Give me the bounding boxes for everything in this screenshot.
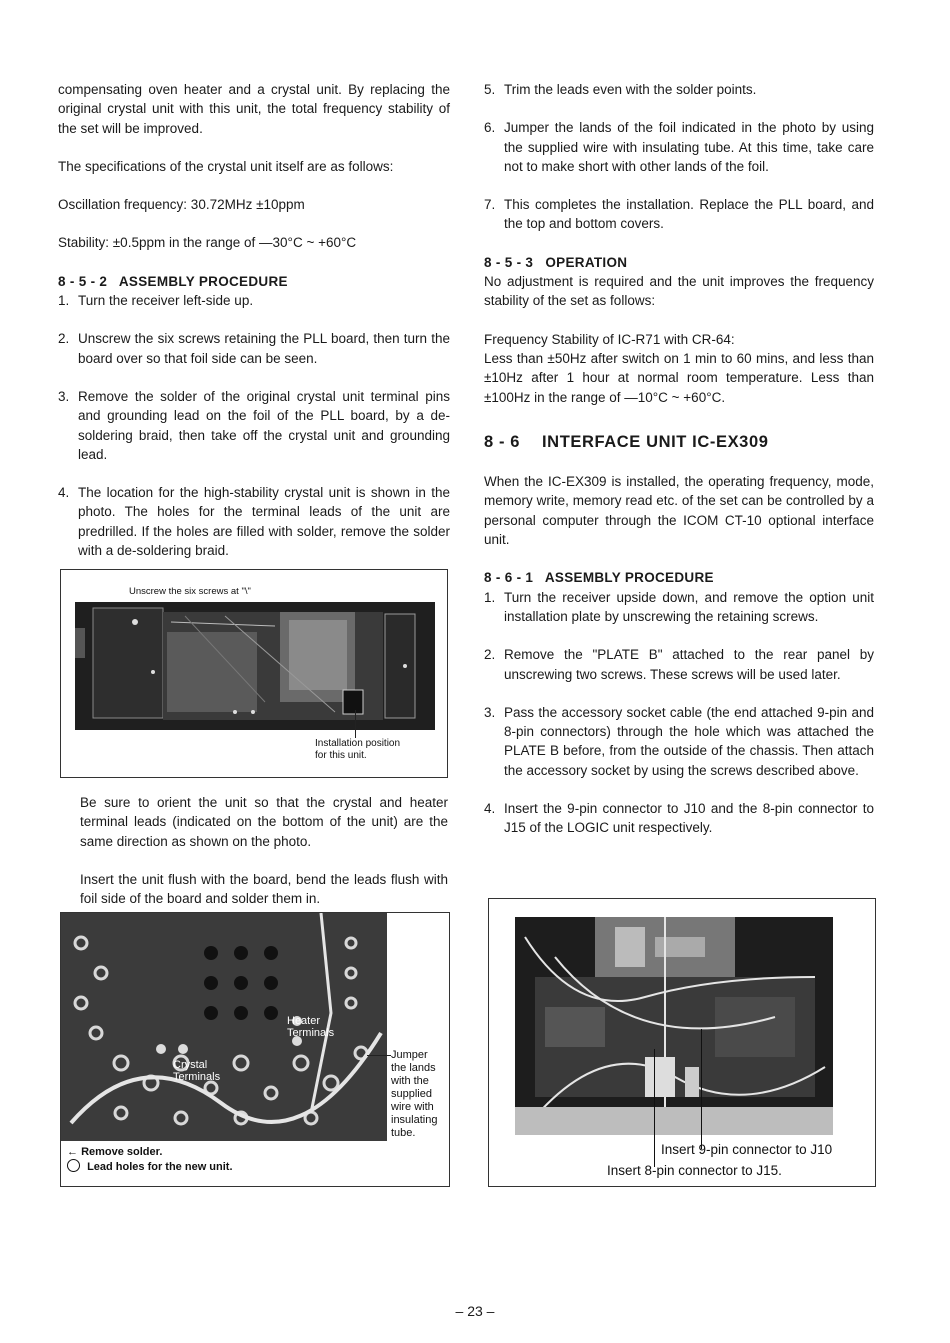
assembly-steps (58, 291, 450, 560)
intro-paragraph: compensating oven heater and a crystal unit. By replacing the original crystal unit with this unit, the total frequency stability of the set will be improved. (58, 82, 450, 136)
frequency-stability-title: Frequency Stability of IC-R71 with CR-64: (484, 331, 735, 347)
operation-text: No adjustment is required and the unit improves the frequency stability of the set as follows: (484, 274, 874, 309)
pll-board-photo (75, 602, 435, 730)
insert-note: Insert the unit flush with the board, bend the leads flush with foil side of the board and solder them in. (80, 872, 448, 907)
crystal-terminals-label-1: Crystal (173, 1059, 208, 1071)
assembly-procedure-heading: 8 - 5 - 2 ASSEMBLY PROCEDURE (58, 273, 288, 289)
legend-remove-solder: ← Remove solder. (67, 1146, 163, 1158)
step-5: 5. Trim the leads even with the solder points. (484, 82, 757, 97)
heater-terminals-label-1: Heater (287, 1015, 321, 1027)
crystal-terminals-label-2: Terminals (173, 1071, 221, 1083)
stability-spec: Stability: ±0.5ppm in the range of —30°C ~ +60°C (58, 235, 357, 251)
jumper-pointer-line (367, 1055, 391, 1056)
orient-note: Be sure to orient the unit so that the crystal and heater terminal leads (indicated on the bottom of the unit) are the same direction as shown on the photo. (80, 795, 448, 849)
spec-intro: The specifications of the crystal unit itself are as follows: (58, 158, 394, 174)
jumper-line-2: the lands (391, 1062, 436, 1074)
step-6: 6. Jumper the lands of the foil indicated in the photo by using the supplied wire with insulating tube. At this time, take care not to make short with other lands of the foil. (484, 120, 874, 174)
photo1-bottom-label-1: Installation position (315, 738, 401, 749)
right-column (484, 80, 874, 838)
step-2: 2. Unscrew the six screws retaining the PLL board, then turn the board over so that foil side can be seen. (58, 331, 450, 366)
caption-j10: Insert 9-pin connector to J10 (661, 1142, 833, 1157)
logic-unit-photo (515, 917, 833, 1135)
ex309-step-1: 1. Turn the receiver upside down, and remove the option unit installation plate by unscrewing the retaining screws. (484, 589, 874, 624)
circle-icon (67, 1159, 80, 1172)
installation-pointer-line (355, 710, 356, 738)
step-4: 4. The location for the high-stability crystal unit is shown in the photo. The holes for the terminal leads of the unit are predrilled. If the holes are filled with solder, remove the solder with a de-soldering braid. (58, 485, 450, 559)
step-3: 3. Remove the solder of the original crystal unit terminal pins and grounding lead on the foil of the PLL board, by a de-soldering braid, then take off the crystal unit and grounding lead. (58, 388, 450, 462)
section-heading (484, 433, 874, 452)
ex309-step-4: 4. Insert the 9-pin connector to J10 and the 8-pin connector to J15 of the LOGIC unit respectively. (484, 801, 874, 836)
foil-side-photo (61, 913, 387, 1141)
section-title: INTERFACE UNIT IC-EX309 (542, 432, 769, 451)
step-1: 1. Turn the receiver left-side up. (58, 293, 254, 309)
section-intro: When the IC-EX309 is installed, the operating frequency, mode, memory write, memory read etc. of the set can be controlled by a personal computer through the ICOM CT-10 optional interface unit. (484, 474, 874, 548)
frequency-stability-text: Less than ±50Hz after switch on 1 min to 60 mins, and less than ±10Hz after 1 hour at normal room temperature. Less than ±100Hz in the range of —10°C ~ +60°C. (484, 350, 874, 405)
page-number: – 23 – (455, 1303, 495, 1319)
caption-j15: Insert 8-pin connector to J15. (607, 1163, 782, 1178)
legend-lead-holes: Lead holes for the new unit. (67, 1159, 233, 1173)
ex309-step-2: 2. Remove the "PLATE B" attached to the rear panel by unscrewing two screws. These screws will be used later. (484, 647, 874, 682)
photo1-top-label: Unscrew the six screws at "\" (129, 586, 251, 597)
jumper-line-6: insulating (391, 1114, 438, 1126)
left-column (58, 80, 450, 560)
jumper-line-7: tube. (391, 1127, 416, 1139)
ex309-step-3: 3. Pass the accessory socket cable (the end attached 9-pin and 8-pin connectors) through the hole which was attached the PLATE B before, from the outside of the chassis. Then attach the accessory socket by using the screws described above. (484, 704, 874, 778)
jumper-line-5: wire with (391, 1101, 434, 1113)
step-7: 7. This completes the installation. Replace the PLL board, and the top and bottom covers. (484, 197, 874, 232)
jumper-line-3: with the (391, 1075, 429, 1087)
foil-side-photo-frame (60, 912, 450, 1187)
logic-unit-photo-frame (488, 898, 876, 1187)
operation-heading: 8 - 5 - 3 OPERATION (484, 254, 628, 270)
j10-pointer-line (654, 1049, 655, 1167)
oscillation-frequency: Oscillation frequency: 30.72MHz ±10ppm (58, 197, 305, 213)
j15-pointer-line (701, 1029, 702, 1149)
section-number: 8 - 6 (484, 432, 521, 451)
arrow-left-icon: ← (67, 1146, 78, 1158)
jumper-label (391, 1049, 437, 1140)
photo1-bottom-label-2: for this unit. (315, 750, 367, 761)
heater-terminals-label-2: Terminals (287, 1027, 335, 1039)
pll-board-photo-frame (60, 569, 448, 778)
assembly2-heading: 8 - 6 - 1 ASSEMBLY PROCEDURE (484, 570, 714, 586)
jumper-line-4: supplied (391, 1088, 432, 1100)
jumper-line-1: Jumper (391, 1049, 428, 1061)
